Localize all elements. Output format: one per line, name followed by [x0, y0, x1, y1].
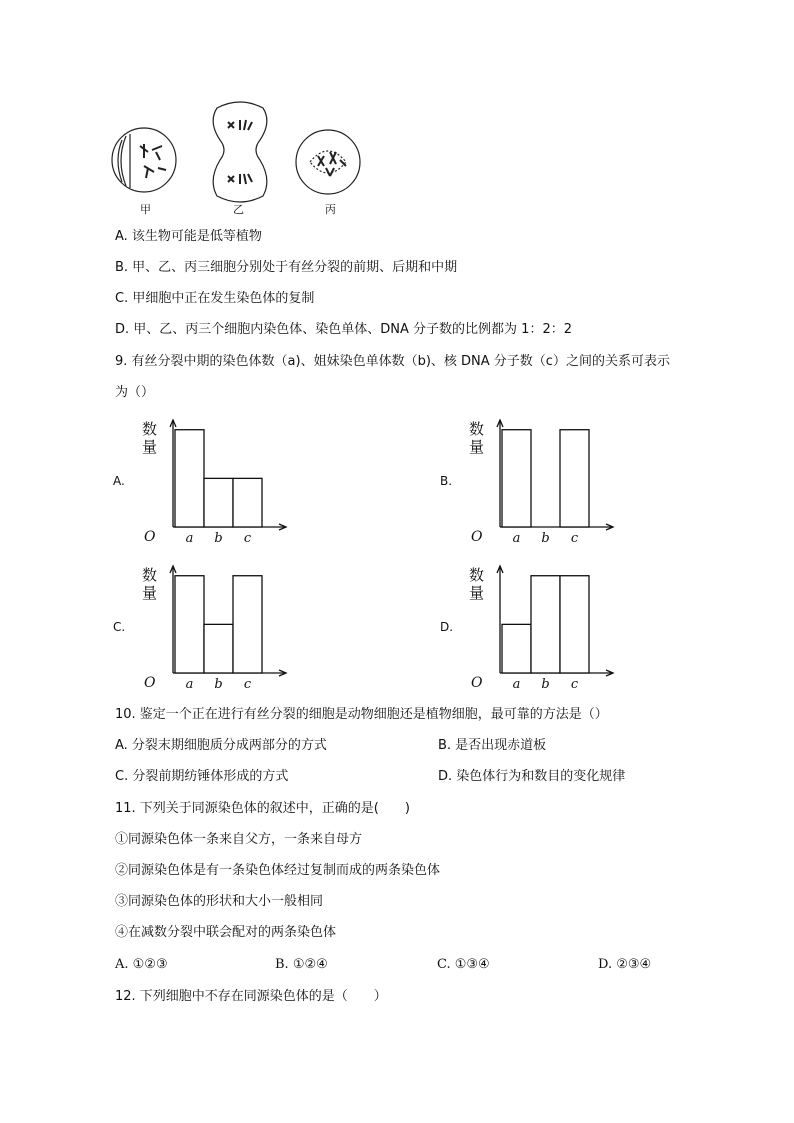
q9-option-letter-d: D.: [440, 620, 454, 634]
origin-label: O: [144, 675, 156, 691]
q11-option-d: D. ②③④: [598, 957, 652, 972]
q9-option-letter-c: C.: [113, 620, 126, 634]
bar-c: [233, 576, 262, 673]
tick-label-c: c: [243, 531, 252, 546]
q9-option-letter-a: A.: [113, 474, 125, 488]
tick-label-a: a: [512, 677, 521, 692]
tick-label-a: a: [512, 531, 521, 546]
tick-label-b: b: [541, 531, 550, 546]
chart-c: [130, 558, 290, 698]
y-axis-label-char: 数: [469, 566, 485, 584]
q9-option-letter-b: B.: [440, 474, 453, 488]
tick-label-b: b: [541, 677, 550, 692]
bar-a: [502, 430, 531, 527]
cell-label-bing: 丙: [325, 203, 336, 216]
cell-jia-diagram: [112, 128, 176, 192]
tick-label-b: b: [214, 677, 223, 692]
cell-label-yi: 乙: [233, 203, 244, 216]
q11-statement-4: ④在减数分裂中联会配对的两条染色体: [115, 925, 337, 940]
q10-stem: 10. 鉴定一个正在进行有丝分裂的细胞是动物细胞还是植物细胞，最可靠的方法是（）: [115, 707, 608, 722]
tick-label-c: c: [243, 677, 252, 692]
q11-statement-1: ①同源染色体一条来自父方，一条来自母方: [115, 832, 363, 847]
q10-option-b: B. 是否出现赤道板: [438, 738, 547, 753]
bar-c: [233, 478, 262, 527]
chart-b: [457, 412, 617, 552]
y-axis-label-char: 量: [469, 584, 485, 602]
cell-bing-diagram: [296, 130, 360, 194]
bar-b: [204, 624, 233, 673]
bar-a: [175, 430, 204, 527]
cell-label-jia: 甲: [140, 203, 151, 216]
y-axis-label-char: 数: [469, 420, 485, 438]
origin-label: O: [471, 675, 483, 691]
y-axis-label-char: 数: [142, 566, 158, 584]
origin-label: O: [471, 529, 483, 545]
bar-c: [560, 576, 589, 673]
bar-b: [531, 576, 560, 673]
y-axis-label-char: 量: [142, 584, 158, 602]
chart-d: [457, 558, 617, 698]
tick-label-c: c: [570, 677, 579, 692]
q10-option-d: D. 染色体行为和数目的变化规律: [438, 769, 626, 784]
q11-statement-2: ②同源染色体是有一条染色体经过复制而成的两条染色体: [115, 863, 441, 878]
bar-c: [560, 430, 589, 527]
q11-statement-3: ③同源染色体的形状和大小一般相同: [115, 894, 324, 909]
q10-option-c: C. 分裂前期纺锤体形成的方式: [115, 769, 289, 784]
bar-a: [502, 624, 531, 673]
q10-option-a: A. 分裂末期细胞质分成两部分的方式: [115, 738, 327, 753]
y-axis-label-char: 数: [142, 420, 158, 438]
tick-label-b: b: [214, 531, 223, 546]
q8-option-c: C. 甲细胞中正在发生染色体的复制: [115, 291, 315, 306]
origin-label: O: [144, 529, 156, 545]
q12-stem: 12. 下列细胞中不存在同源染色体的是（ ）: [115, 989, 387, 1004]
q8-option-d: D. 甲、乙、丙三个细胞内染色体、染色单体、DNA 分子数的比例都为 1：2：2: [115, 322, 572, 337]
chart-a: [130, 412, 290, 552]
tick-label-c: c: [570, 531, 579, 546]
q8-option-a: A. 该生物可能是低等植物: [115, 229, 262, 244]
bar-b: [204, 478, 233, 527]
q11-option-c: C. ①③④: [437, 957, 490, 972]
tick-label-a: a: [185, 531, 194, 546]
y-axis-label-char: 量: [142, 438, 158, 456]
q11-option-b: B. ①②④: [275, 957, 328, 972]
q8-option-b: B. 甲、乙、丙三细胞分别处于有丝分裂的前期、后期和中期: [115, 260, 458, 275]
tick-label-a: a: [185, 677, 194, 692]
cell-yi-diagram: [213, 102, 267, 202]
q9-stem-line2: 为（）: [115, 385, 155, 400]
y-axis-label-char: 量: [469, 438, 485, 456]
q9-stem-line1: 9. 有丝分裂中期的染色体数（a)、姐妹染色单体数（b)、核 DNA 分子数（c）之间的关系可表示: [115, 354, 670, 369]
q11-stem: 11. 下列关于同源染色体的叙述中，正确的是( ): [115, 801, 410, 816]
q11-option-a: A. ①②③: [115, 957, 168, 972]
bar-a: [175, 576, 204, 673]
